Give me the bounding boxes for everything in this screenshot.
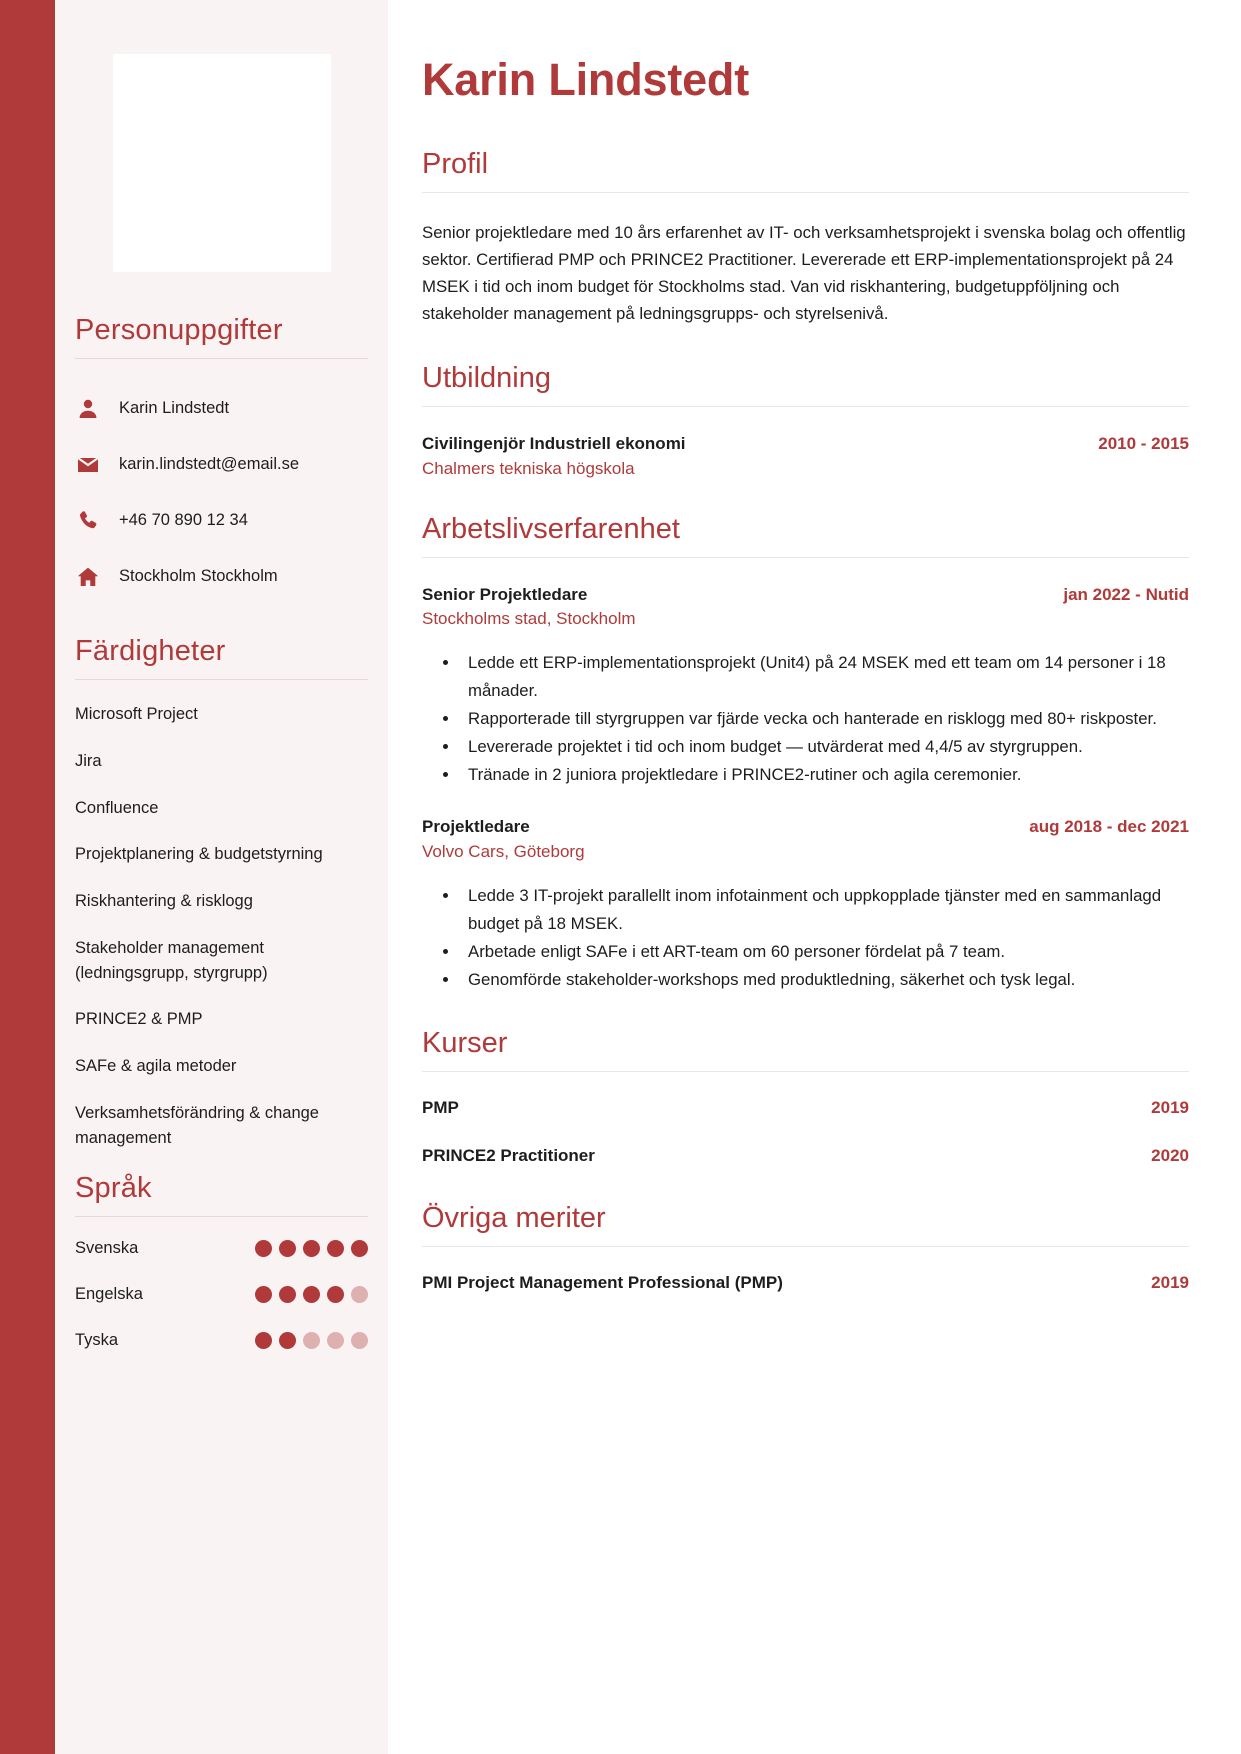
divider (75, 358, 368, 359)
rating-dot-empty (327, 1332, 344, 1349)
language-rating-dots (255, 1332, 368, 1349)
job-bullet: • Ledde 3 IT-projekt parallellt inom infotainment och uppkopplade tjänster med en sammanlagd budget på 18 MSEK. (460, 882, 1189, 936)
entry-header (422, 1097, 1189, 1120)
divider (422, 192, 1189, 193)
envelope-icon (75, 453, 101, 477)
skill-item: SAFe & agila metoder (75, 1057, 237, 1075)
phone-icon (75, 509, 101, 533)
contact-row-name (75, 381, 368, 437)
section-languages (75, 1172, 368, 1350)
section-experience (422, 513, 1189, 994)
rating-dot-filled (255, 1286, 272, 1303)
contact-value-phone: +46 70 890 12 34 (119, 511, 248, 530)
contact-row-email[interactable] (75, 437, 368, 493)
entry-header (422, 816, 1189, 839)
job-title: Projektledare (422, 817, 530, 837)
job-bullet: • Rapporterade till styrgruppen var fjärde vecka och hanterade en risklogg med 80+ riskposter. (460, 705, 1189, 732)
home-icon (75, 565, 101, 589)
skill-item: Stakeholder management (ledningsgrupp, styrgrupp) (75, 938, 268, 982)
skills-list (75, 702, 368, 1150)
page-title: Karin Lindstedt (422, 54, 750, 105)
section-courses (422, 1027, 1189, 1168)
other-merit-entry (422, 1272, 1189, 1295)
person-icon (75, 397, 101, 421)
divider (422, 1246, 1189, 1247)
rating-dot-filled (279, 1240, 296, 1257)
course-title: PRINCE2 Practitioner (422, 1146, 595, 1166)
entry-header (422, 1272, 1189, 1295)
job-bullet: • Genomförde stakeholder-workshops med produktledning, säkerhet och tysk legal. (460, 966, 1189, 993)
job-bullets (460, 882, 1189, 993)
languages-heading: Språk (75, 1172, 152, 1205)
language-name: Svenska (75, 1239, 139, 1258)
rating-dot-filled (303, 1286, 320, 1303)
skill-item: Projektplanering & budgetstyrning (75, 845, 323, 864)
education-title: Civilingenjör Industriell ekonomi (422, 433, 686, 453)
rating-dot-filled (303, 1240, 320, 1257)
left-accent-stripe (0, 0, 55, 1754)
education-date: 2010 - 2015 (1098, 433, 1189, 453)
job-title: Senior Projektledare (422, 584, 588, 604)
divider (422, 557, 1189, 558)
entry-header (422, 584, 1189, 607)
job-bullet: • Arbetade enligt SAFe i ett ART-team om 60 personer fördelat på 7 team. (460, 938, 1189, 965)
education-institution: Chalmers tekniska högskola (422, 458, 635, 478)
language-row (75, 1239, 368, 1258)
divider (75, 679, 368, 680)
rating-dot-filled (255, 1332, 272, 1349)
language-row (75, 1285, 368, 1304)
language-rating-dots (255, 1286, 368, 1303)
course-date: 2019 (1151, 1098, 1189, 1118)
job-bullet: • Levererade projektet i tid och inom budget — utvärderat med 4,4/5 av styrgruppen. (460, 733, 1189, 760)
skill-item: Microsoft Project (75, 705, 198, 723)
profile-heading: Profil (422, 147, 489, 180)
rating-dot-empty (303, 1332, 320, 1349)
language-rating-dots (255, 1240, 368, 1257)
contact-list (75, 381, 368, 605)
skill-item: PRINCE2 & PMP (75, 1010, 203, 1029)
skill-item: Verksamhetsförändring & change management (75, 1103, 319, 1147)
job-date: aug 2018 - dec 2021 (1029, 817, 1189, 837)
rating-dot-empty (351, 1286, 368, 1303)
languages-list (75, 1239, 368, 1350)
course-entry (422, 1097, 1189, 1120)
rating-dot-filled (351, 1240, 368, 1257)
experience-entry (422, 816, 1189, 993)
divider (422, 1071, 1189, 1072)
contact-value-name: Karin Lindstedt (119, 399, 230, 418)
education-entry (422, 433, 1189, 479)
language-name: Engelska (75, 1285, 143, 1304)
main-content (388, 0, 1241, 1754)
job-bullets (460, 649, 1189, 788)
entry-header (422, 433, 1189, 456)
contact-row-phone[interactable] (75, 493, 368, 549)
skill-item: Jira (75, 751, 102, 770)
contact-value-email: karin.lindstedt@email.se (119, 455, 299, 474)
skill-item: Riskhantering & risklogg (75, 892, 253, 910)
language-name: Tyska (75, 1331, 119, 1350)
profile-text: Senior projektledare med 10 års erfarenhet av IT- och verksamhetsprojekt i svenska bolag och offentlig sektor. Certifierad PMP och PRINCE2 Practitioner. Levererade ett ERP-implementationsprojekt på 24 MSEK i tid och inom budget för Stockholms stad. Van vid riskhantering, budgetuppföljning och stakeholder management på ledningsgrupps- och styrelsenivå. (422, 222, 1186, 324)
job-employer: Volvo Cars, Göteborg (422, 842, 585, 862)
language-row (75, 1331, 368, 1350)
skills-heading: Färdigheter (75, 635, 226, 667)
experience-entry (422, 584, 1189, 789)
entry-header (422, 1145, 1189, 1168)
job-employer: Stockholms stad, Stockholm (422, 609, 636, 629)
section-other-merits (422, 1202, 1189, 1295)
course-date: 2020 (1151, 1146, 1189, 1166)
job-bullet: • Tränade in 2 juniora projektledare i PRINCE2-rutiner och agila ceremonier. (460, 761, 1189, 788)
course-entry (422, 1145, 1189, 1168)
education-heading: Utbildning (422, 361, 551, 394)
rating-dot-filled (327, 1240, 344, 1257)
skill-item: Confluence (75, 798, 159, 817)
merit-date: 2019 (1151, 1273, 1189, 1293)
merit-title: PMI Project Management Professional (PMP) (422, 1273, 783, 1293)
section-skills (75, 635, 368, 1150)
section-education (422, 362, 1189, 479)
contact-row-address (75, 549, 368, 605)
divider (75, 1216, 368, 1217)
rating-dot-filled (279, 1332, 296, 1349)
photo-container (75, 0, 368, 272)
rating-dot-filled (327, 1286, 344, 1303)
section-profile (422, 148, 1189, 328)
job-bullet: • Ledde ett ERP-implementationsprojekt (Unit4) på 24 MSEK med ett team om 14 personer i 18 månader. (460, 649, 1189, 703)
contact-value-address: Stockholm Stockholm (119, 567, 278, 586)
divider (422, 406, 1189, 407)
rating-dot-filled (255, 1240, 272, 1257)
course-title: PMP (422, 1098, 459, 1118)
courses-heading: Kurser (422, 1027, 508, 1060)
job-date: jan 2022 - Nutid (1063, 584, 1189, 604)
rating-dot-empty (351, 1332, 368, 1349)
experience-heading: Arbetslivserfarenhet (422, 512, 680, 545)
rating-dot-filled (279, 1286, 296, 1303)
section-personal-details (75, 314, 368, 605)
other-merits-heading: Övriga meriter (422, 1202, 606, 1235)
personal-details-heading: Personuppgifter (75, 314, 283, 346)
profile-photo-placeholder (113, 54, 331, 272)
sidebar (55, 0, 388, 1754)
